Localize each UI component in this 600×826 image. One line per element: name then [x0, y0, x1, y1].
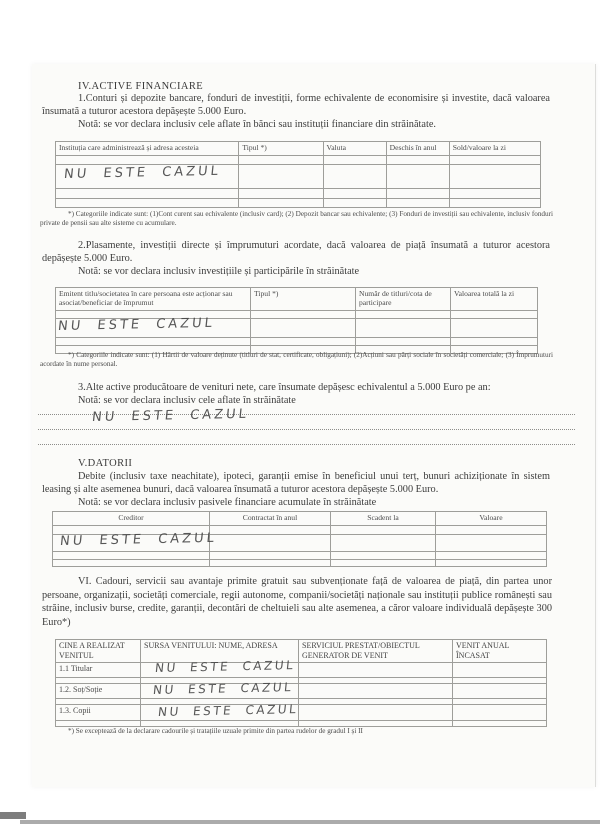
accounts-col-type: Tipul *) — [239, 142, 323, 156]
handwritten-entry-gifts-children: NU ESTE CAZUL — [157, 702, 299, 720]
gifts-table — [55, 639, 547, 727]
table-cell — [386, 189, 449, 199]
document-page — [32, 64, 596, 787]
table-cell — [323, 156, 386, 165]
table-cell — [210, 535, 331, 552]
footnote-account-categories: *) Categoriile indicate sunt: (1)Cont curent sau echivalente (inclusiv card); (2) Depozit bancar sau echivalente; (3) Fonduri de investiții sau echivalente, inclusiv fonduri private de pensii sau alte sisteme cu acumulare. — [40, 210, 553, 227]
scan-bottom-edge — [20, 820, 600, 824]
table-cell — [386, 199, 449, 208]
table-cell — [451, 319, 538, 338]
debts-col-contracted: Contractat în anul — [210, 512, 331, 526]
item3-note: Notă: se vor declara inclusiv cele aflate în străinătate — [78, 395, 296, 406]
gifts-col-service: SERVICIUL PRESTAT/OBIECTUL GENERATOR DE VENIT — [299, 640, 453, 663]
footnote-investment-categories: *) Categoriile indicate sunt: (1) Hârtii de valoare deținute (titluri de stat, certificate, obligațiuni); (2)Acțiuni sau părți sociale în societăți comerciale; (3) Împrumuturi acordate în nume personal. — [40, 351, 553, 368]
dotted-line — [38, 444, 575, 445]
table-cell — [449, 189, 540, 199]
table-cell — [239, 199, 323, 208]
table-cell — [436, 560, 547, 567]
table-cell — [451, 311, 538, 319]
table-cell — [141, 721, 299, 727]
table-cell — [210, 526, 331, 535]
handwritten-entry-accounts: NU ESTE CAZUL — [63, 163, 222, 183]
table-cell — [386, 165, 449, 189]
accounts-col-balance: Sold/valoare la zi — [449, 142, 540, 156]
table-cell — [210, 560, 331, 567]
table-cell — [56, 338, 251, 346]
accounts-col-currency: Valuta — [323, 142, 386, 156]
table-cell — [331, 560, 436, 567]
section-v-note: Notă: se vor declara inclusiv pasivele financiare acumulate în străinătate — [78, 497, 377, 508]
gifts-row-children-label: 1.3. Copii — [56, 705, 141, 721]
gifts-col-source: SURSA VENITULUI: NUME, ADRESA — [141, 640, 299, 663]
table-cell — [323, 199, 386, 208]
table-cell — [436, 552, 547, 560]
table-cell — [331, 526, 436, 535]
table-cell — [436, 535, 547, 552]
table-cell — [56, 189, 239, 199]
handwritten-entry-gifts-titular: NU ESTE CAZUL — [154, 658, 296, 676]
table-cell — [239, 189, 323, 199]
table-cell — [453, 705, 547, 721]
gifts-col-who: CINE A REALIZAT VENITUL — [56, 640, 141, 663]
table-cell — [449, 199, 540, 208]
table-cell — [453, 663, 547, 678]
footnote-gifts-exception: *) Se exceptează de la declarare cadourile și tratațiile uzuale primite din partea rudelor de gradul I și II — [68, 727, 363, 735]
handwritten-entry-debts: NU ESTE CAZUL — [59, 530, 218, 550]
accounts-col-institution: Instituția care administrează și adresa acesteia — [56, 142, 239, 156]
investments-col-value: Valoarea totală la zi — [451, 288, 538, 311]
table-cell — [299, 684, 453, 699]
table-cell — [239, 165, 323, 189]
gifts-row-spouse-label: 1.2. Soț/Soție — [56, 684, 141, 699]
item2-note: Notă: se vor declara inclusiv investițiile și participările în străinătate — [78, 266, 360, 277]
table-cell — [323, 189, 386, 199]
table-cell — [436, 526, 547, 535]
handwritten-entry-investments: NU ESTE CAZUL — [57, 315, 216, 335]
dotted-line — [38, 429, 575, 430]
table-cell — [323, 165, 386, 189]
investments-col-type: Tipul *) — [251, 288, 356, 311]
table-cell — [56, 721, 141, 727]
investments-col-issuer: Emitent titlu/societatea în care persoana este acționar sau asociat/beneficiar de împrumut — [56, 288, 251, 311]
item1-paragraph: 1.Conturi și depozite bancare, fonduri de investiții, forme echivalente de economisire și investite, dacă valoarea însumată a tuturor acestora depășește 5.000 Euro. — [42, 93, 550, 117]
table-cell — [299, 705, 453, 721]
table-cell — [453, 684, 547, 699]
investments-col-shares: Număr de titluri/cota de participare — [356, 288, 451, 311]
item1-note: Notă: se vor declara inclusiv cele aflate în bănci sau instituții financiare din străinătate. — [78, 119, 436, 130]
table-cell — [331, 535, 436, 552]
gifts-row-titular-label: 1.1 Titular — [56, 663, 141, 678]
debts-col-value: Valoare — [436, 512, 547, 526]
accounts-col-opened: Deschis în anul — [386, 142, 449, 156]
scan-edge-mark — [0, 812, 26, 819]
table-cell — [210, 552, 331, 560]
section-vi-paragraph: VI. Cadouri, servicii sau avantaje primite gratuit sau subvenționate față de valoarea de piață, din partea unor persoane, organizații, societăți comerciale, regii autonome, companii/societăți naționale sau instituții publice românești sau străine, inclusiv burse, credite, garanții, decontări de cheltuieli sau alte asemenea, a căror valoare individuală depășește 300 Euro*) — [42, 576, 552, 628]
table-cell — [53, 552, 210, 560]
table-cell — [449, 165, 540, 189]
table-cell — [356, 319, 451, 338]
table-cell — [251, 311, 356, 319]
table-cell — [299, 663, 453, 678]
table-cell — [53, 560, 210, 567]
debts-col-creditor: Creditor — [53, 512, 210, 526]
table-cell — [356, 338, 451, 346]
handwritten-entry-gifts-spouse: NU ESTE CAZUL — [152, 680, 294, 698]
table-cell — [251, 319, 356, 338]
table-cell — [251, 338, 356, 346]
table-cell — [453, 721, 547, 727]
table-cell — [331, 552, 436, 560]
table-cell — [449, 156, 540, 165]
item2-paragraph: 2.Plasamente, investiții directe și împrumuturi acordate, dacă valoarea de piață însumată a tuturor acestora depășește 5.000 Euro. — [42, 240, 550, 264]
handwritten-entry-other-assets: NU ESTE CAZUL — [91, 406, 250, 426]
gifts-col-income: VENIT ANUAL ÎNCASAT — [453, 640, 547, 663]
section-v-heading: V.DATORII — [78, 458, 133, 469]
section-iv-heading: IV.ACTIVE FINANCIARE — [78, 81, 204, 92]
section-v-paragraph: Debite (inclusiv taxe neachitate), ipoteci, garanții emise în beneficiul unui terț, bunuri achiziționate în sistem leasing și alte asemenea bunuri, dacă valoarea însumată a tuturor acestora depășește 5.000 Euro. — [42, 471, 550, 495]
table-cell — [356, 311, 451, 319]
table-cell — [239, 156, 323, 165]
table-cell — [386, 156, 449, 165]
table-cell — [299, 721, 453, 727]
debts-col-due: Scadent la — [331, 512, 436, 526]
table-cell — [56, 199, 239, 208]
table-cell — [451, 338, 538, 346]
item3-paragraph: 3.Alte active producătoare de venituri nete, care însumate depășesc echivalentul a 5.000 Euro pe an: — [78, 382, 491, 393]
